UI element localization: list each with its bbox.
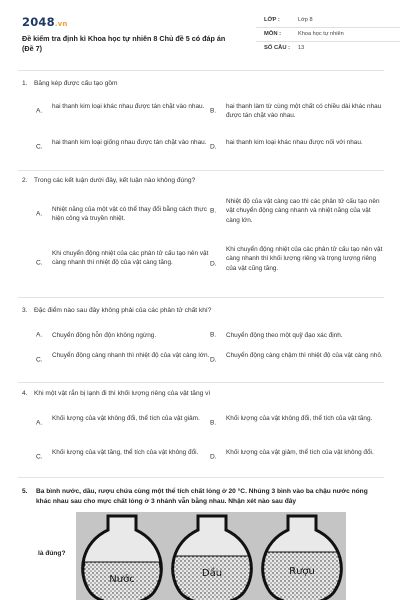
question-divider (18, 477, 384, 478)
meta-row-count (256, 42, 400, 56)
option-a[interactable] (36, 331, 212, 341)
option-text: hai thanh kim loại khác nhau được nối với nhau. (226, 139, 363, 146)
option-letter: D. (210, 453, 217, 461)
option-letter: C. (36, 259, 43, 267)
question-divider (18, 382, 384, 383)
option-letter: B. (210, 419, 217, 427)
meta-key: LỚP : (264, 17, 280, 23)
option-a[interactable] (36, 414, 212, 434)
option-c[interactable] (36, 138, 212, 158)
question-number: 3. (22, 307, 28, 314)
question-number: 1. (22, 80, 28, 87)
flasks-illustration (76, 512, 346, 600)
option-a[interactable] (36, 102, 212, 122)
option-letter: C. (36, 453, 43, 461)
flask-label: Nước (109, 574, 135, 585)
flask-water (83, 516, 162, 600)
option-text: Khối lượng của vật không đổi, thể tích của vật giảm. (52, 415, 200, 422)
option-text: Khối lượng của vật không đổi, thể tích của vật tăng. (226, 415, 373, 422)
option-d[interactable] (210, 245, 386, 285)
option-a[interactable] (36, 205, 212, 225)
question-5-tail: là đúng? (38, 550, 66, 557)
option-text: Chuyển động càng chậm thì nhiệt độ của vật càng nhỏ. (226, 352, 383, 359)
option-letter: C. (36, 143, 43, 151)
flask-label: Dầu (201, 568, 223, 579)
option-letter: D. (210, 143, 217, 151)
question-number: 2. (22, 177, 28, 184)
option-text: hai thanh làm từ cùng một chất có chiều dài khác nhau được tán chặt vào nhau. (226, 103, 382, 120)
option-letter: A. (36, 419, 43, 427)
question-text: Khi một vật rắn bị lạnh đi thì khối lượng riêng của vật tăng vì (34, 390, 211, 397)
option-letter: C. (36, 356, 43, 364)
option-text: Nhiệt độ của vật càng cao thì các phân tử cấu tạo nên vật chuyển động càng nhanh và nhiệt năng của vật càng lớn. (226, 198, 380, 224)
option-text: Chuyển động càng nhanh thì nhiệt độ của vật càng lớn. (52, 352, 210, 359)
flask-label: Rượu (289, 566, 315, 577)
header-divider (18, 70, 384, 71)
meta-key: SỐ CÂU : (264, 45, 291, 51)
flask-alcohol (263, 516, 342, 600)
question-number: 5. (22, 488, 28, 495)
meta-row-subject (256, 28, 400, 42)
meta-value: Lớp 8 (298, 17, 313, 23)
logo-suffix-text: .vn (54, 20, 68, 28)
option-letter: A. (36, 331, 43, 339)
option-b[interactable] (210, 197, 386, 227)
option-text: hai thanh kim loại giống nhau được tán chặt vào nhau. (52, 139, 207, 146)
flask-oil (173, 516, 252, 600)
option-c[interactable] (36, 448, 212, 468)
option-letter: B. (210, 107, 217, 115)
option-c[interactable] (36, 249, 212, 279)
option-d[interactable] (210, 448, 386, 468)
question-number: 4. (22, 390, 28, 397)
exam-meta-table (256, 14, 400, 56)
option-text: Khối lượng của vật tăng, thể tích của vật không đổi. (52, 449, 199, 456)
flasks-svg (76, 512, 346, 600)
meta-value: 13 (298, 45, 305, 51)
meta-key: MÔN : (264, 31, 282, 37)
option-text: hai thanh kim loại khác nhau được tán chặt vào nhau. (52, 103, 205, 110)
question-text: Trong các kết luận dưới đây, kết luận nào không đúng? (34, 177, 196, 184)
option-text: Khi chuyển động nhiệt của các phân tử cấu tạo nên vật càng nhanh thì khối lượng riêng và trọng lượng riêng của vật cũng tăng. (226, 246, 383, 272)
question-divider (18, 297, 384, 298)
option-d[interactable] (210, 138, 386, 158)
option-letter: B. (210, 207, 217, 215)
option-text: Nhiệt năng của một vật có thể thay đổi bằng cách thực hiện công và truyền nhiệt. (52, 206, 207, 223)
option-letter: A. (36, 107, 43, 115)
option-letter: D. (210, 356, 217, 364)
exam-title: Đề kiểm tra định kì Khoa học tự nhiên 8 Chủ đề 5 có đáp án (Đề 7) (22, 34, 226, 53)
meta-row-class (256, 14, 400, 28)
question-text: Ba bình nước, dầu, rượu chứa cùng một thể tích chất lỏng ở 20 °C. Nhúng 3 bình vào ba chậu nước nóng khác nhau sau cho mực chất lỏng ở 3 nhánh vẫn bằng nhau. Nhận xét nào sau đây (36, 488, 368, 505)
option-text: Chuyển động theo một quỹ đạo xác định. (226, 332, 343, 339)
logo-main-text: 2048 (22, 15, 55, 29)
meta-value: Khoa học tự nhiên (298, 31, 344, 37)
option-text: Khối lượng của vật giảm, thể tích của vật không đổi. (226, 449, 374, 456)
question-text: Băng kép được cấu tạo gồm (34, 80, 118, 87)
option-b[interactable] (210, 102, 386, 122)
site-logo[interactable] (22, 15, 68, 30)
exam-header (16, 12, 386, 58)
option-c[interactable] (36, 351, 212, 371)
option-letter: B. (210, 331, 217, 339)
option-letter: D. (210, 260, 217, 268)
question-text: Đặc điểm nào sau đây không phải của các phân tử chất khí? (34, 307, 212, 314)
option-b[interactable] (210, 331, 386, 341)
option-text: Chuyển động hỗn độn không ngừng. (52, 332, 157, 339)
option-b[interactable] (210, 414, 386, 434)
option-letter: A. (36, 210, 43, 218)
option-text: Khi chuyển động nhiệt của các phân tử cấu tạo nên vật càng nhanh thì nhiệt độ của vật càng tăng. (52, 250, 209, 267)
option-d[interactable] (210, 351, 386, 371)
question-divider (18, 170, 384, 171)
